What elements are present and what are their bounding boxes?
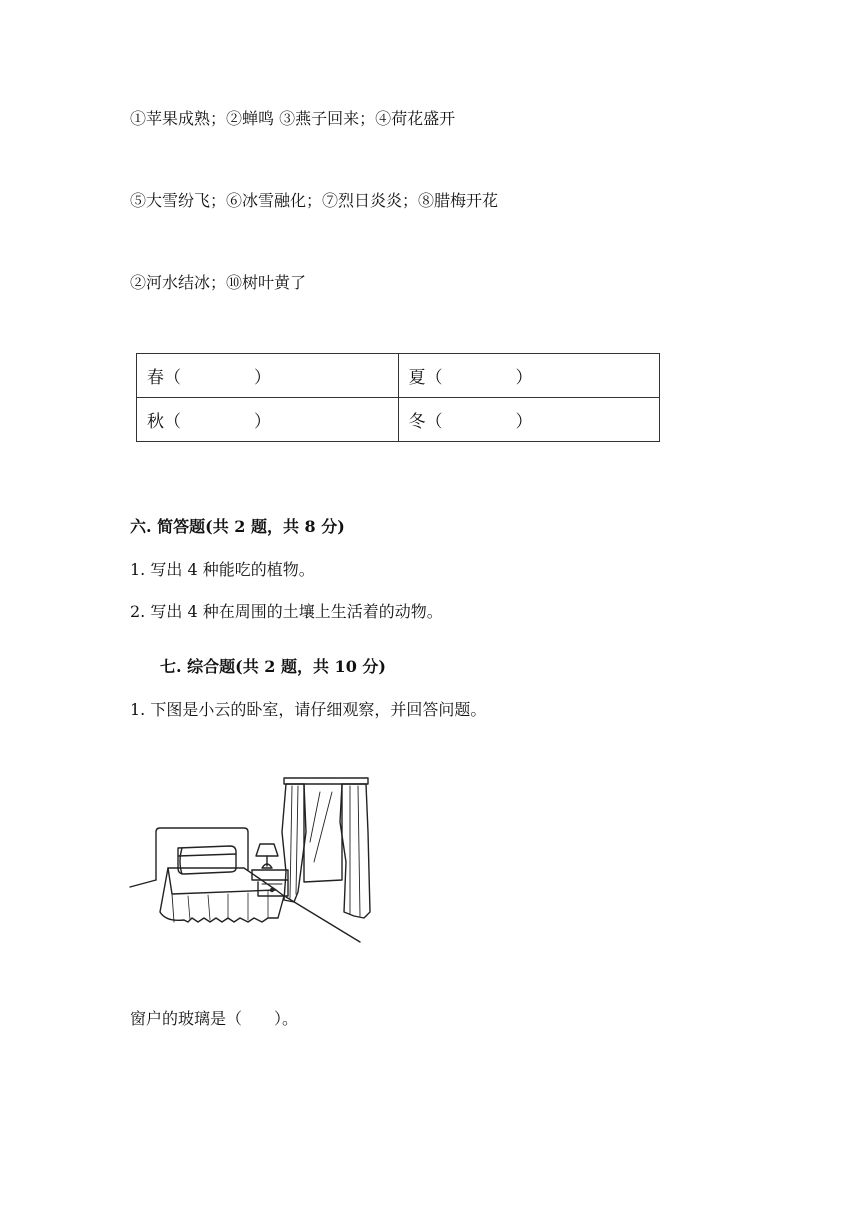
close-paren: ） bbox=[254, 412, 271, 432]
section-6-question-1: 1. 写出 4 种能吃的植物。 bbox=[130, 560, 315, 579]
close-paren: ） bbox=[254, 368, 271, 388]
item-list-line-1: ①苹果成熟；②蝉鸣 ③燕子回来；④荷花盛开 bbox=[130, 109, 456, 128]
season-label: 秋 bbox=[147, 412, 164, 432]
season-cell-autumn[interactable] bbox=[137, 398, 399, 442]
fill-blank-question: 窗户的玻璃是（ ）。 bbox=[130, 1009, 299, 1028]
section-6-heading: 六. 简答题(共 2 题，共 8 分) bbox=[130, 517, 345, 536]
bedroom-illustration-icon bbox=[128, 772, 378, 947]
item-list-line-2: ⑤大雪纷飞；⑥冰雪融化；⑦烈日炎炎；⑧腊梅开花 bbox=[130, 191, 499, 210]
season-label: 冬 bbox=[408, 412, 426, 432]
close-paren: ） bbox=[515, 412, 533, 432]
seasons-table bbox=[136, 353, 660, 442]
table-row bbox=[137, 354, 660, 398]
open-paren: （ bbox=[425, 412, 443, 432]
open-paren: （ bbox=[164, 412, 181, 432]
season-label: 夏 bbox=[408, 368, 426, 388]
season-cell-spring[interactable] bbox=[137, 354, 399, 398]
section-6-question-2: 2. 写出 4 种在周围的土壤上生活着的动物。 bbox=[130, 602, 443, 621]
open-paren: （ bbox=[425, 368, 443, 388]
season-cell-summer[interactable] bbox=[398, 354, 660, 398]
table-row bbox=[137, 398, 660, 442]
open-paren: （ bbox=[164, 368, 181, 388]
section-7-heading: 七. 综合题(共 2 题，共 10 分) bbox=[160, 657, 386, 676]
season-label: 春 bbox=[147, 368, 164, 388]
item-list-line-3: ②河水结冰；⑩树叶黄了 bbox=[130, 273, 307, 292]
close-paren: ） bbox=[515, 368, 533, 388]
season-cell-winter[interactable] bbox=[398, 398, 660, 442]
section-7-question-1: 1. 下图是小云的卧室，请仔细观察，并回答问题。 bbox=[130, 700, 487, 719]
